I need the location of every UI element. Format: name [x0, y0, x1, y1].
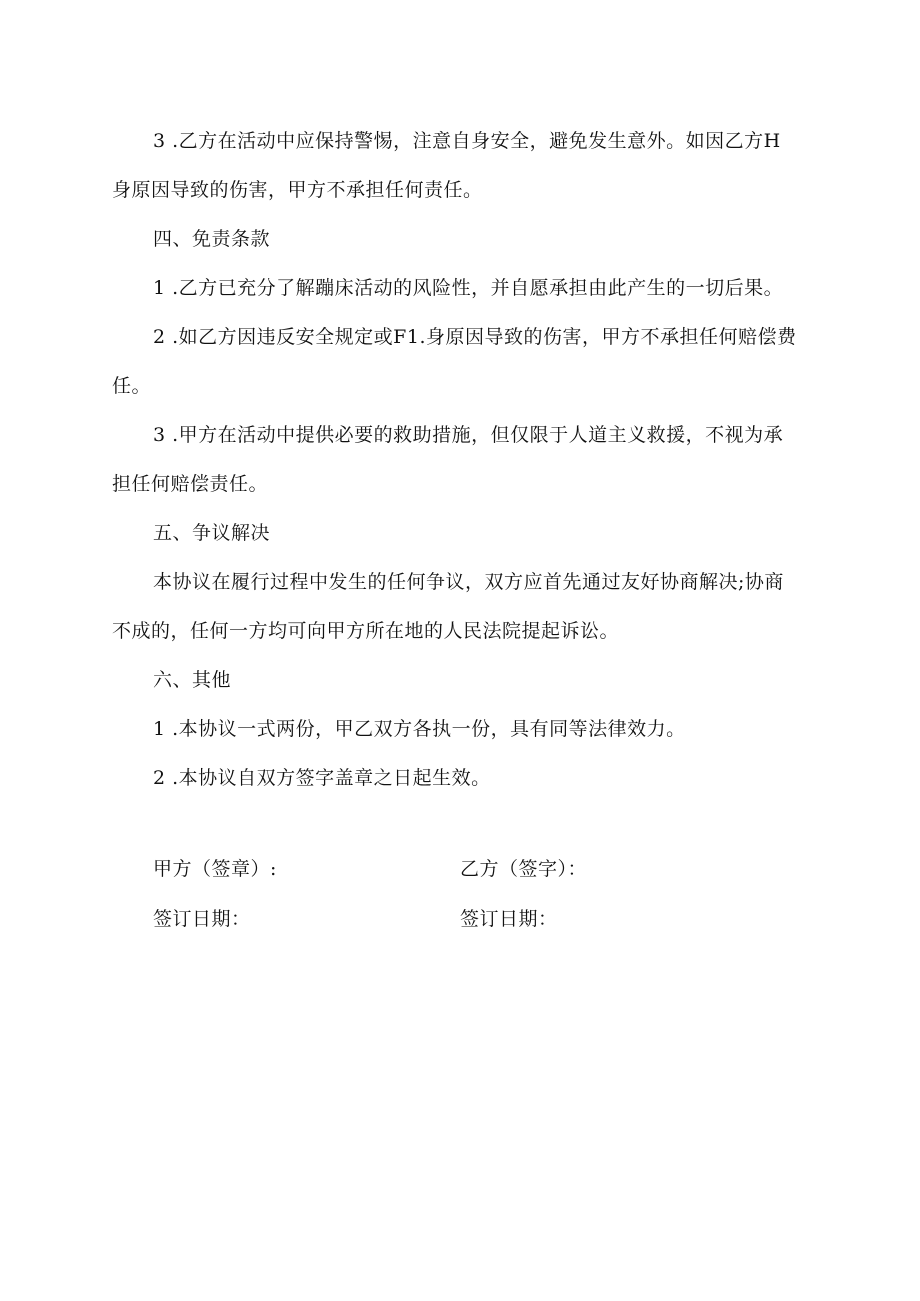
clause-3-3-line-2: 身原因导致的伤害，甲方不承担任何责任。	[112, 179, 483, 201]
dispute-paragraph-line-2: 不成的，任何一方均可向甲方所在地的人民法院提起诉讼。	[112, 620, 620, 642]
clause-4-3-line-1: 3 .甲方在活动中提供必要的救助措施，但仅限于人道主义救援，不视为承	[153, 424, 784, 446]
clause-3-3-line-1: 3 .乙方在活动中应保持警惕，注意自身安全，避免发生意外。如因乙方H	[153, 130, 781, 152]
clause-4-1: 1 .乙方已充分了解蹦床活动的风险性，并自愿承担由此产生的一切后果。	[153, 277, 784, 299]
clause-4-3-line-2: 担任何赔偿责任。	[112, 473, 269, 495]
section-heading-disclaimer: 四、免责条款	[153, 228, 271, 250]
dispute-paragraph-line-1: 本协议在履行过程中发生的任何争议，双方应首先通过友好协商解决;协商	[153, 571, 784, 593]
party-b-signature-label: 乙方（签字）：	[460, 858, 588, 880]
party-a-date-label: 签订日期：	[153, 908, 251, 930]
section-heading-other: 六、其他	[153, 669, 232, 691]
clause-4-2-line-1: 2 .如乙方因违反安全规定或F1.身原因导致的伤害，甲方不承担任何赔偿费	[153, 326, 797, 348]
clause-6-1: 1 .本协议一式两份，甲乙双方各执一份，具有同等法律效力。	[153, 718, 686, 740]
clause-4-2-line-2: 任。	[112, 375, 152, 397]
section-heading-dispute: 五、争议解决	[153, 522, 271, 544]
party-a-signature-label: 甲方（签章）:	[153, 858, 277, 880]
party-b-date-label: 签订日期：	[460, 908, 558, 930]
clause-6-2: 2 .本协议自双方签字盖章之日起生效。	[153, 767, 491, 789]
